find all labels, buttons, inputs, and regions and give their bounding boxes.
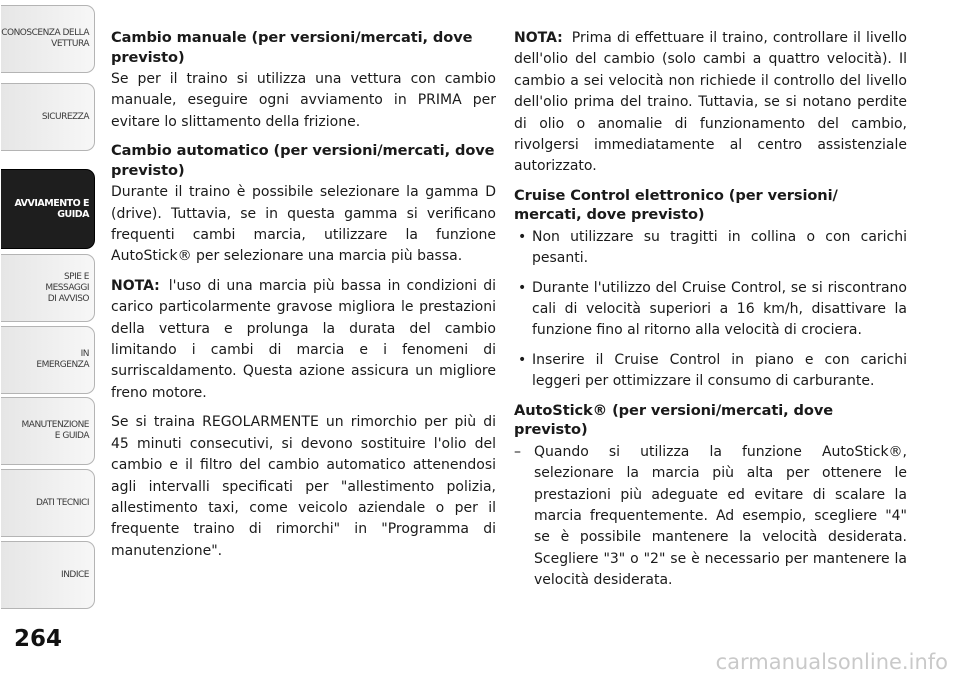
tab-label: MANUTENZIONE E GUIDA (21, 420, 89, 441)
autostick-heading: AutoStick® (per versioni/mercati, dove previsto) (514, 401, 834, 439)
left-column (111, 28, 496, 570)
trailer-text: Se si traina REGOLARMENTE un rimorchio per più di 45 minuti consecutivi, si devono sostituire l'olio del cambio e il filtro del cambio automatico attenendosi agli intervalli specificati per "allestimento polizia, allestimento taxi, come veicolo aziendale o per il frequente traino di rimorchi" in "Programma di manutenzione". (111, 414, 496, 559)
list-item: – Quando si utilizza la funzione AutoStick®, selezionare la marcia più alta per ottenere le prestazioni più adeguate ed evitare di scalare la marcia frequentemente. Ad esempio, scegliere "4" se è possibile mantenere la velocità desiderata. Scegliere "3" o "2" se è necessario per mantenere la velocità desiderata. (514, 442, 907, 592)
automatic-transmission-heading: Cambio automatico (per versioni/mercati, dove previsto) (111, 142, 495, 179)
note-paragraph (111, 276, 496, 404)
tab-label: IN EMERGENZA (36, 349, 89, 370)
tab-in-emergenza[interactable] (1, 326, 95, 394)
tab-label: AVVIAMENTO E GUIDA (14, 198, 89, 220)
tab-dati-tecnici[interactable] (1, 469, 95, 537)
chapter-tabs (0, 0, 98, 610)
note-text: Prima di effettuare il traino, controllare il livello dell'olio del cambio (solo cambi a quattro velocità). Il cambio a sei velocità non richiede il controllo del livello dell'olio prima del traino. Tuttavia, se si notano perdite di olio o anomalie di funzionamento del cambio, rivolgersi immediatamente al centro assistenziale autorizzato. (514, 30, 907, 175)
note-label: NOTA: (514, 30, 563, 46)
cruise-control-list (514, 227, 907, 393)
cruise-control-heading: Cruise Control elettronico (per versioni/ mercati, dove previsto) (514, 186, 838, 224)
tab-label: DATI TECNICI (35, 497, 89, 508)
list-item: • Inserire il Cruise Control in piano e con carichi leggeri per ottimizzare il consumo di carburante. (514, 350, 907, 393)
note-label: NOTA: (111, 277, 160, 294)
note-text: l'uso di una marcia più bassa in condizioni di carico particolarmente gravose migliora le prestazioni della vettura e prolunga la durata del cambio limitando i cambi di marcia e i fenomeni di surriscaldamento. Questa azione assicura un migliore freno motore. (111, 277, 496, 401)
tab-label: INDICE (61, 569, 89, 580)
tab-manutenzione[interactable] (1, 397, 95, 465)
list-item: • Non utilizzare su tragitti in collina o con carichi pesanti. (514, 227, 907, 270)
autostick-list (514, 442, 907, 592)
tab-label: SPIE E MESSAGGI DI AVVISO (45, 271, 89, 304)
tab-indice[interactable] (1, 541, 95, 609)
tab-label: SICUREZZA (41, 111, 89, 122)
tab-conoscenza-della-vettura[interactable] (1, 5, 95, 73)
right-column (514, 28, 907, 592)
manual-transmission-heading: Cambio manuale (per versioni/mercati, dove previsto) (111, 29, 473, 66)
note-paragraph (514, 28, 907, 178)
tab-label: CONOSCENZA DELLA VETTURA (1, 28, 89, 49)
tab-spie-e-messaggi[interactable] (1, 254, 95, 322)
page-number: 264 (14, 626, 63, 652)
list-item: • Durante l'utilizzo del Cruise Control, se si riscontrano cali di velocità superiori a 16 km/h, disattivare la funzione fino al ritorno alla velocità di crociera. (514, 278, 907, 342)
automatic-transmission-text: Durante il traino è possibile selezionare la gamma D (drive). Tuttavia, se in questa gamma si verificano frequenti cambi marcia, utilizzare la funzione AutoStick® per selezionare una marcia più bassa. (111, 184, 496, 265)
watermark: carmanualsonline.info (715, 650, 948, 674)
tab-avviamento-e-guida[interactable] (1, 169, 95, 249)
tab-sicurezza[interactable] (1, 83, 95, 151)
manual-transmission-text: Se per il traino si utilizza una vettura con cambio manuale, eseguire ogni avviamento in PRIMA per evitare lo slittamento della frizione. (111, 71, 496, 130)
